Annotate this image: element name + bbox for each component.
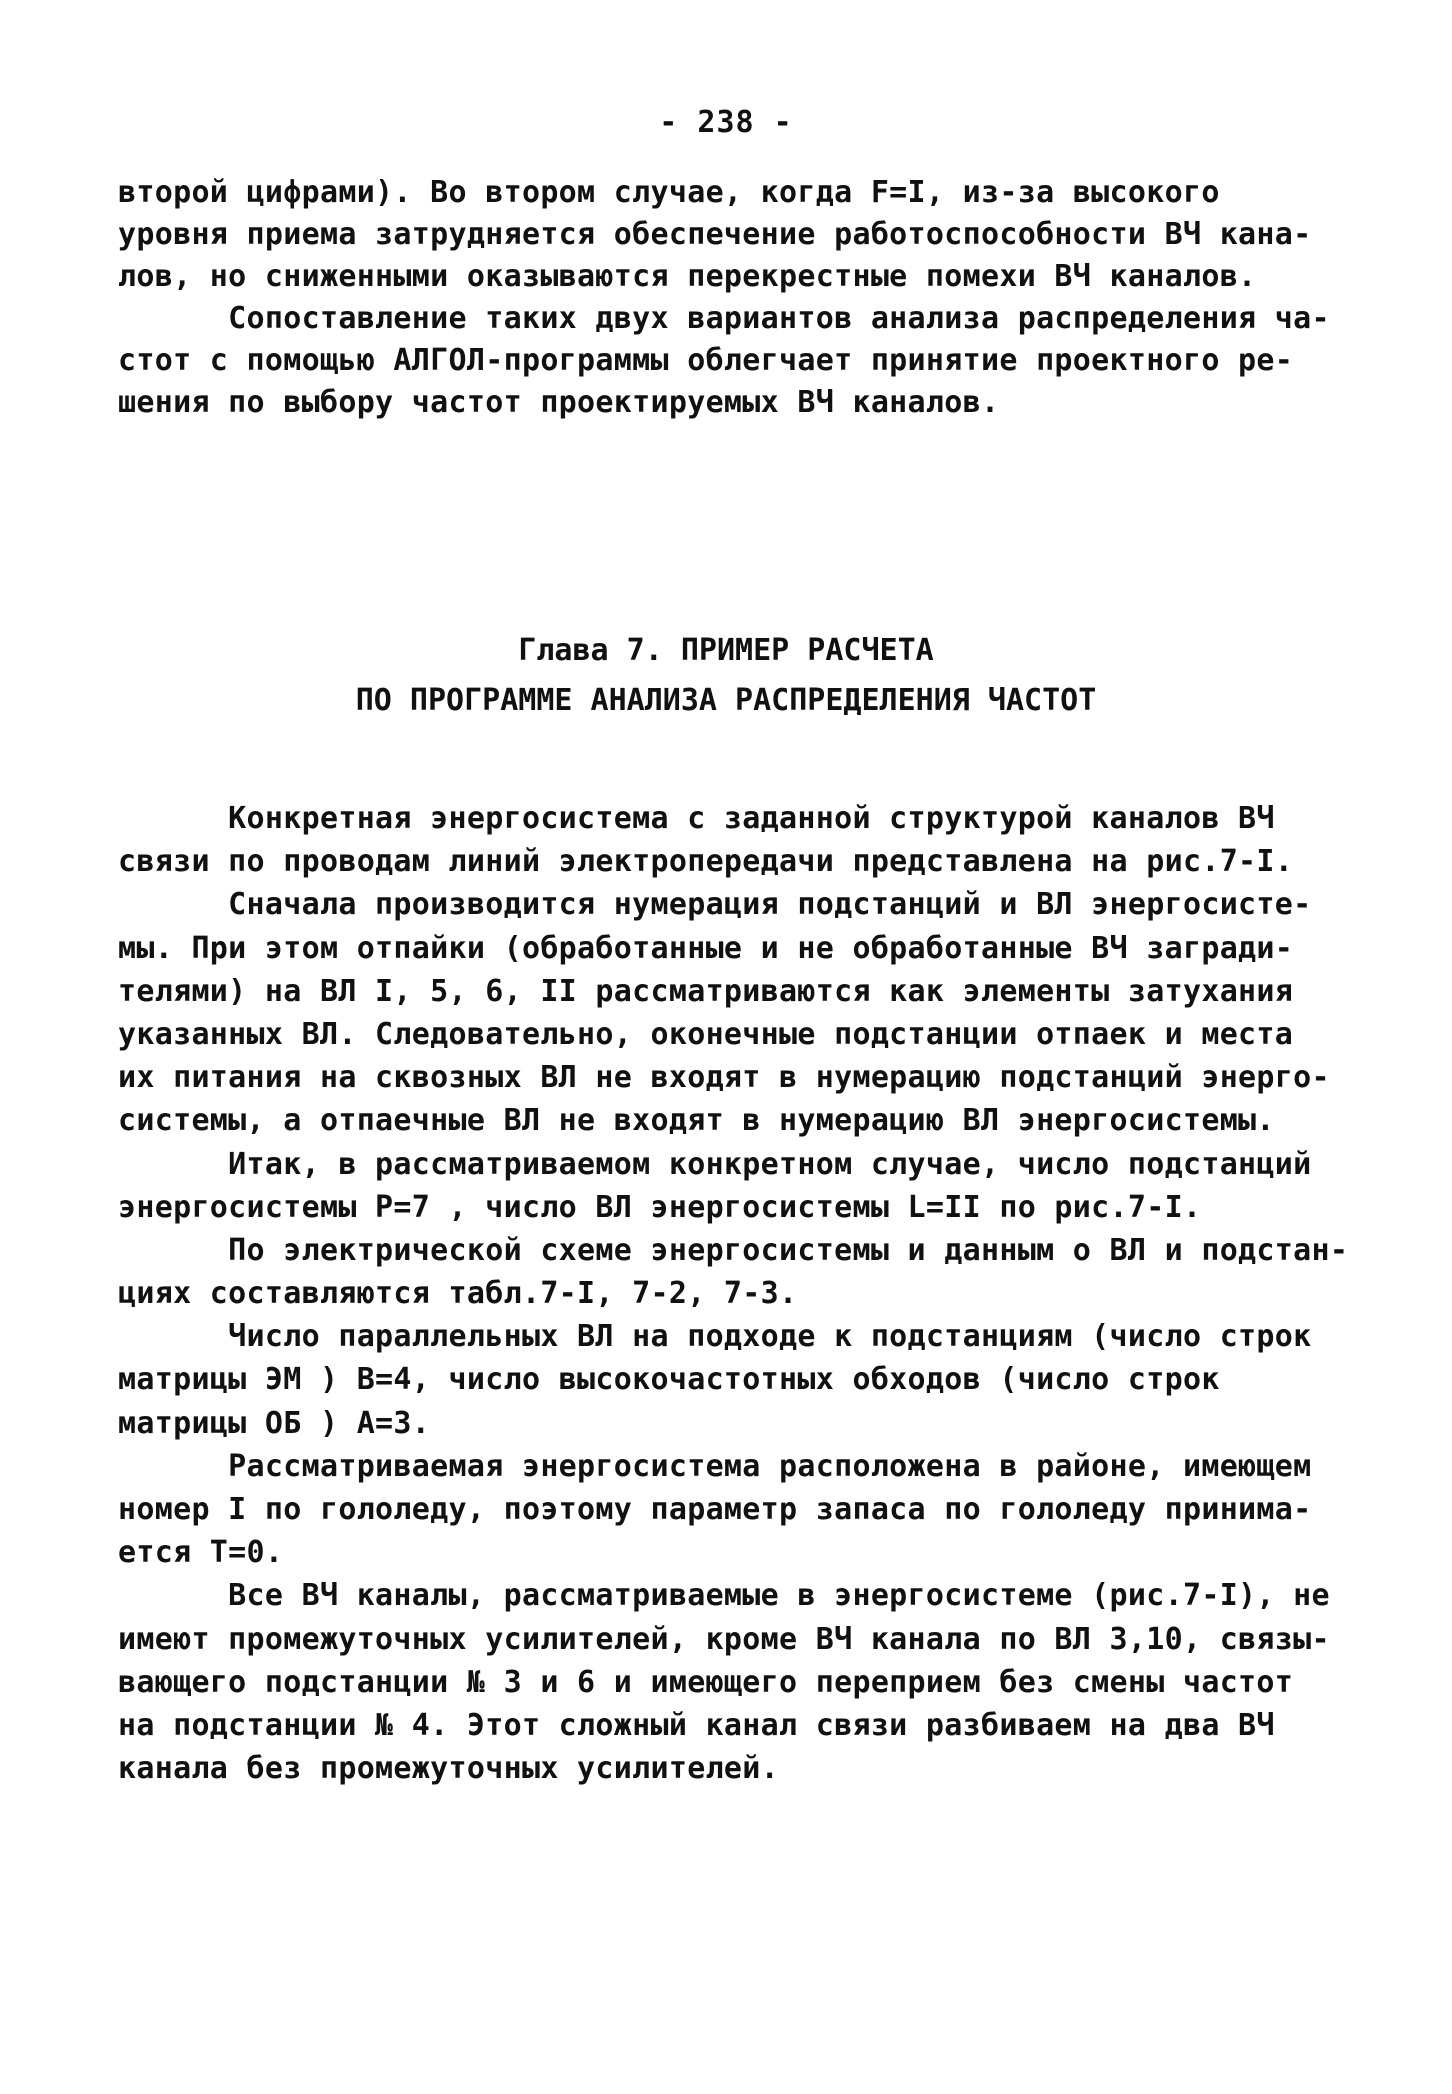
text-line: мы. При этом отпайки (обработанные и не обработанные ВЧ загради- <box>118 930 1294 966</box>
text-line: матрицы ОБ ) A=3. <box>118 1405 431 1441</box>
text-line: Сначала производится нумерация подстанций и ВЛ энергосисте- <box>118 887 1312 923</box>
text-line: лов, но сниженными оказываются перекрестные помехи ВЧ каналов. <box>118 259 1257 294</box>
page-number: - 238 - <box>659 105 793 140</box>
text-line: Число параллельных ВЛ на подходе к подстанциям (число строк <box>118 1319 1312 1355</box>
text-line: на подстанции № 4. Этот сложный канал связи разбиваем на два ВЧ <box>118 1707 1275 1743</box>
text-line: системы, а отпаечные ВЛ не входят в нумерацию ВЛ энергосистемы. <box>118 1103 1275 1139</box>
text-line: стот с помощью АЛГОЛ-программы облегчает принятие проектного ре- <box>118 343 1294 378</box>
text-line: ется T=0. <box>118 1535 284 1571</box>
text-line: связи по проводам линий электропередачи представлена на рис.7-I. <box>118 844 1294 880</box>
text-line: уровня приема затрудняется обеспечение работоспособности ВЧ кана- <box>118 217 1312 252</box>
text-line: Конкретная энергосистема с заданной структурой каналов ВЧ <box>118 801 1275 836</box>
text-line: имеют промежуточных усилителей, кроме ВЧ канала по ВЛ 3,10, связы- <box>118 1621 1330 1657</box>
text-line: Сопоставление таких двух вариантов анализа распределения ча- <box>118 301 1330 336</box>
text-line: энергосистемы P=7 , число ВЛ энергосистемы L=II по рис.7-I. <box>118 1189 1202 1225</box>
text-line: номер I по гололеду, поэтому параметр запаса по гололеду принима- <box>118 1492 1312 1527</box>
text-line: матрицы ЭМ ) B=4, число высокочастотных обходов (число строк <box>118 1362 1220 1398</box>
text-line: второй цифрами). Во втором случае, когда F=I, из-за высокого <box>118 175 1220 210</box>
text-line: Итак, в рассматриваемом конкретном случае, число подстанций <box>118 1146 1312 1182</box>
text-line: телями) на ВЛ I, 5, 6, II рассматриваются как элементы затухания <box>118 973 1294 1009</box>
chapter-title-line-2: ПО ПРОГРАММЕ АНАЛИЗА РАСПРЕДЕЛЕНИЯ ЧАСТОТ <box>355 683 1097 718</box>
chapter-body <box>118 797 1348 1790</box>
text-line: вающего подстанции № 3 и 6 и имеющего переприем без смены частот <box>118 1664 1294 1700</box>
text-line: указанных ВЛ. Следовательно, оконечные подстанции отпаек и места <box>118 1016 1294 1052</box>
text-line: циях составляются табл.7-I, 7-2, 7-3. <box>118 1276 798 1312</box>
text-line: канала без промежуточных усилителей. <box>118 1751 780 1787</box>
text-line: шения по выбору частот проектируемых ВЧ каналов. <box>118 385 1000 420</box>
chapter-title-line-1: Глава 7. ПРИМЕР РАСЧЕТА <box>518 633 934 668</box>
text-line: Все ВЧ каналы, рассматриваемые в энергосистеме (рис.7-I), не <box>118 1578 1330 1614</box>
chapter-heading <box>0 626 1452 726</box>
text-line: По электрической схеме энергосистемы и данным о ВЛ и подстан- <box>118 1232 1349 1268</box>
text-line: Рассматриваемая энергосистема расположена в районе, имеющем <box>118 1448 1312 1484</box>
intro-paragraphs <box>118 172 1348 424</box>
text-line: их питания на сквозных ВЛ не входят в нумерацию подстанций энерго- <box>118 1060 1330 1096</box>
